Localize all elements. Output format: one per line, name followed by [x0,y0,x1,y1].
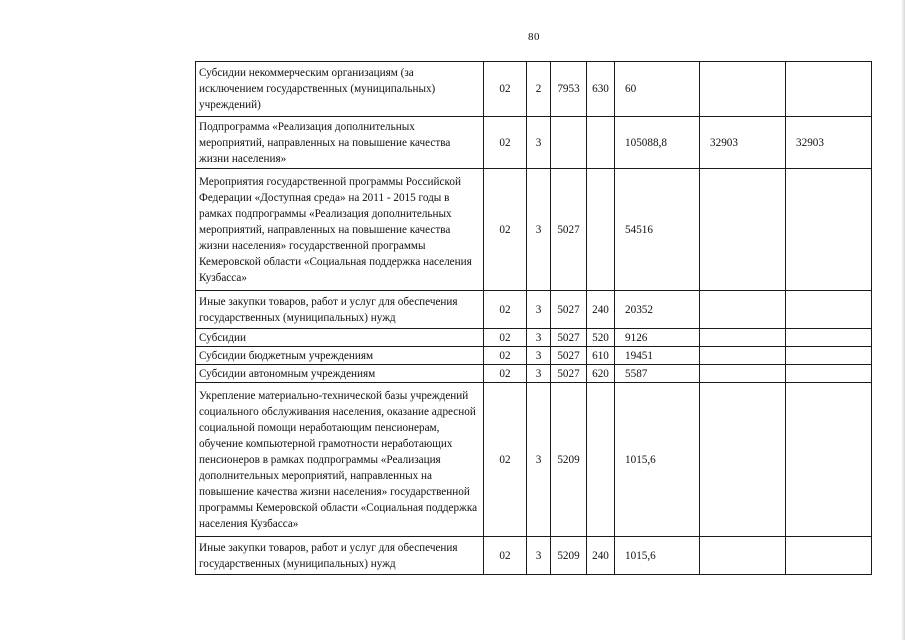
table-row [196,347,872,365]
target-article-cell: 5209 [551,537,587,575]
subsection-code-cell: 3 [527,383,551,537]
subsection-code-cell: 3 [527,347,551,365]
table-row [196,169,872,291]
subsection-code-cell: 2 [527,62,551,117]
section-code-cell: 02 [484,347,527,365]
amount-year2-cell [700,291,786,329]
amount-year1-cell: 5587 [615,365,700,383]
row-name-cell: Иные закупки товаров, работ и услуг для обеспечения государственных (муниципальных) нужд [196,537,484,575]
subsection-code-cell: 3 [527,365,551,383]
amount-year1-cell: 20352 [615,291,700,329]
amount-year1-cell: 19451 [615,347,700,365]
amount-year3-cell [786,537,872,575]
subsection-code-cell: 3 [527,169,551,291]
section-code-cell: 02 [484,291,527,329]
amount-year3-cell [786,291,872,329]
expense-type-cell: 240 [587,291,615,329]
section-code-cell: 02 [484,117,527,169]
amount-year3-cell [786,347,872,365]
amount-year2-cell [700,329,786,347]
page-number: 80 [528,31,540,43]
expense-type-cell [587,169,615,291]
row-name-cell: Мероприятия государственной программы Российской Федерации «Доступная среда» на 2011 - 2015 годы в рамках подпрограммы «Реализация дополнительных мероприятий, направленных на повышение качества жизни населения» государственной программы Кемеровской области «Социальная поддержка населения Кузбасса» [196,169,484,291]
row-name-cell: Подпрограмма «Реализация дополнительных мероприятий, направленных на повышение качества жизни населения» [196,117,484,169]
amount-year3-cell: 32903 [786,117,872,169]
target-article-cell: 7953 [551,62,587,117]
amount-year1-cell: 60 [615,62,700,117]
scan-edge-shadow [901,0,905,640]
row-name-cell: Субсидии некоммерческим организациям (за исключением государственных (муниципальных) учреждений) [196,62,484,117]
section-code-cell: 02 [484,169,527,291]
target-article-cell: 5027 [551,169,587,291]
budget-table-wrapper [195,61,872,575]
table-row [196,62,872,117]
amount-year2-cell [700,537,786,575]
amount-year1-cell: 9126 [615,329,700,347]
section-code-cell: 02 [484,537,527,575]
amount-year1-cell: 54516 [615,169,700,291]
section-code-cell: 02 [484,365,527,383]
subsection-code-cell: 3 [527,117,551,169]
amount-year3-cell [786,62,872,117]
subsection-code-cell: 3 [527,329,551,347]
target-article-cell: 5027 [551,365,587,383]
amount-year2-cell [700,169,786,291]
table-row [196,329,872,347]
amount-year2-cell [700,365,786,383]
table-row [196,365,872,383]
section-code-cell: 02 [484,329,527,347]
row-name-cell: Субсидии [196,329,484,347]
table-row [196,383,872,537]
target-article-cell: 5027 [551,329,587,347]
table-row [196,117,872,169]
table-row [196,291,872,329]
row-name-cell: Укрепление материально-технической базы учреждений социального обслуживания населения, оказание адресной социальной помощи неработающим пенсионерам, обучение компьютерной грамотности неработающих пенсионеров в рамках подпрограммы «Реализация дополнительных мероприятий, направленных на повышение качества жизни населения» государственной программы Кемеровской области «Социальная поддержка населения Кузбасса» [196,383,484,537]
amount-year1-cell: 105088,8 [615,117,700,169]
amount-year2-cell: 32903 [700,117,786,169]
amount-year2-cell [700,62,786,117]
budget-table [195,61,872,575]
expense-type-cell: 610 [587,347,615,365]
section-code-cell: 02 [484,62,527,117]
row-name-cell: Иные закупки товаров, работ и услуг для обеспечения государственных (муниципальных) нужд [196,291,484,329]
amount-year1-cell: 1015,6 [615,383,700,537]
amount-year1-cell: 1015,6 [615,537,700,575]
row-name-cell: Субсидии бюджетным учреждениям [196,347,484,365]
expense-type-cell: 240 [587,537,615,575]
target-article-cell: 5027 [551,291,587,329]
table-row [196,537,872,575]
amount-year3-cell [786,169,872,291]
row-name-cell: Субсидии автономным учреждениям [196,365,484,383]
amount-year3-cell [786,383,872,537]
target-article-cell: 5209 [551,383,587,537]
section-code-cell: 02 [484,383,527,537]
subsection-code-cell: 3 [527,291,551,329]
expense-type-cell: 620 [587,365,615,383]
expense-type-cell [587,383,615,537]
target-article-cell [551,117,587,169]
amount-year3-cell [786,365,872,383]
expense-type-cell [587,117,615,169]
amount-year3-cell [786,329,872,347]
amount-year2-cell [700,383,786,537]
expense-type-cell: 630 [587,62,615,117]
subsection-code-cell: 3 [527,537,551,575]
target-article-cell: 5027 [551,347,587,365]
expense-type-cell: 520 [587,329,615,347]
amount-year2-cell [700,347,786,365]
